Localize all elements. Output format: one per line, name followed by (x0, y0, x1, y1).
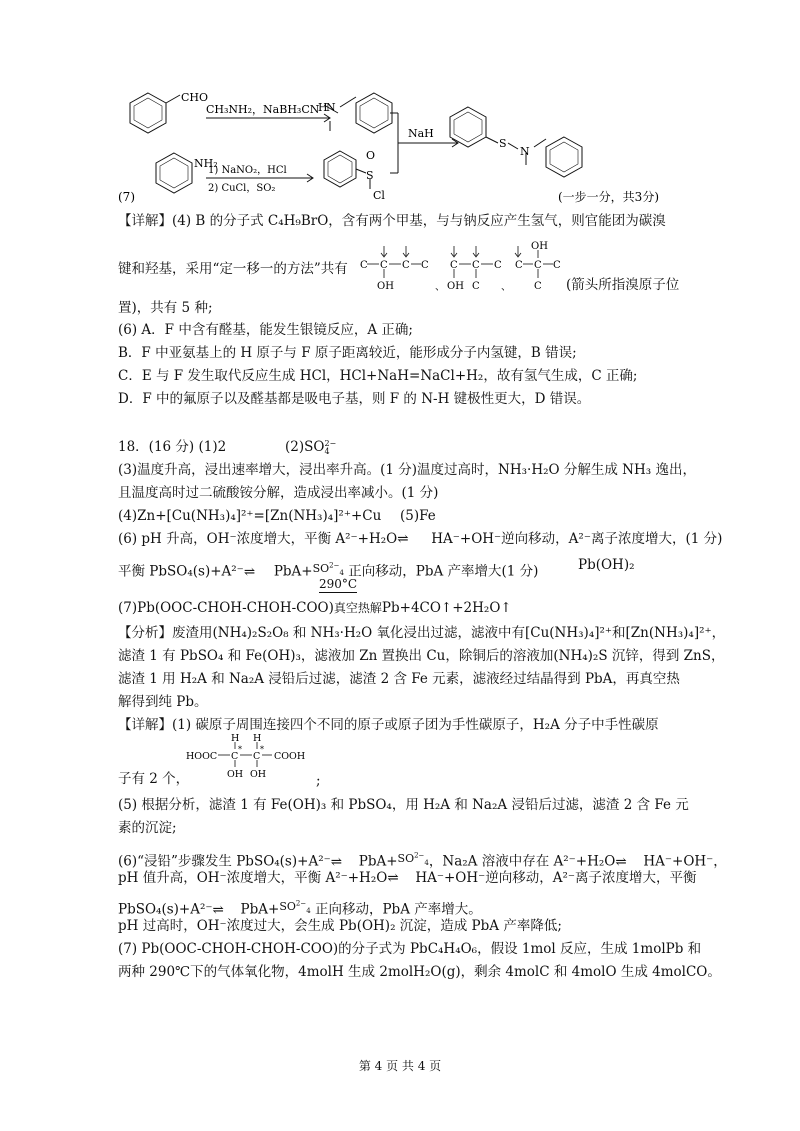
q18-p6a: (6) pH 升高，OH⁻浓度增大，平衡 A²⁻+H₂O⇌ HA⁻+OH⁻逆向移动，A²⁻离子浓度增大，(1 分) (118, 531, 723, 547)
struct-c: C (472, 260, 480, 271)
benzaldehyde-ring (130, 93, 166, 133)
reagents-bottom-1: 1) NaNO₂，HCl (208, 165, 287, 176)
analysis-l4: 解得到纯 Pb。 (118, 694, 208, 710)
struct-c: C (472, 281, 480, 292)
q18-header: 18．(16 分) (1)2 (118, 439, 227, 455)
detail1-l1: 【详解】(1) 碳原子周围连接四个不同的原子或原子团为手性碳原子，H₂A 分子中手性碳原 (118, 717, 659, 733)
detail1-l2: 子有 2 个， (118, 771, 190, 787)
struct-c: C (515, 260, 523, 271)
struct-c: C (360, 260, 368, 271)
chiral-star: * (238, 745, 242, 754)
q18-p4: (4)Zn+[Cu(NH₃)₄]²⁺=[Zn(NH₃)₄]²⁺+Cu (118, 508, 382, 524)
oh-label: OH (227, 769, 244, 780)
reaction-scheme (118, 85, 688, 205)
reagents-top: CH₃NH₂，NaBH₃CN (206, 103, 320, 116)
chiral-c: C (253, 751, 261, 762)
detail7-l2: 两种 290℃下的气体氧化物，4molH 生成 2molH₂O(g)，剩余 4molC 和 4molO 生成 4molCO。 (118, 964, 721, 980)
amine-n: N (326, 101, 336, 114)
chiral-c: C (231, 751, 239, 762)
q18-p3b: 且温度高时过二硫酸铵分解，造成浸出率减小。(1 分) (118, 485, 439, 501)
sulfonyl-cl: Cl (373, 189, 385, 202)
detail6b-l1: (6)“浸铅”步骤发生 PbSO₄(s)+A²⁻⇌ PbA+$^{SO^{2-}_4}$，Na₂A 溶液中存在 A²⁻+H₂O⇌ HA⁻+OH⁻， (118, 851, 727, 870)
struct-c: C (380, 260, 388, 271)
q18-p5: (5)Fe (400, 508, 436, 524)
equilibrium-arrow: ⇌ (330, 853, 343, 870)
equilibrium-arrow: ⇌ (212, 901, 224, 918)
h2a-structure (186, 734, 336, 784)
score-note: (一步一分，共3分) (558, 190, 659, 204)
detail6-b: B．F 中亚氨基上的 H 原子与 F 原子距离较近，能形成分子内氢键，B 错误; (118, 345, 577, 361)
detail6-c: C．E 与 F 发生取代反应生成 HCl，HCl+NaH=NaCl+H₂，故有氢气生成，C 正确; (118, 368, 638, 384)
detail7-l1: (7) Pb(OOC-CHOH-CHOH-COO)的分子式为 PbC₄H₄O₆，假设 1mol 反应，生成 1molPb 和 (118, 941, 702, 957)
struct-c: C (402, 260, 410, 271)
hooc-label: HOOC (186, 751, 218, 762)
detail5-l1: (5) 根据分析，滤渣 1 有 Fe(OH)₃ 和 PbSO₄，用 H₂A 和 Na₂A 浸铅后过滤，滤渣 2 含 Fe 元 (118, 797, 689, 813)
q18-p6b4: Pb(OH)₂ (578, 557, 635, 573)
h-label: H (253, 734, 262, 744)
page-footer: 第 4 页 共 4 页 (358, 1059, 442, 1073)
q18-part2: (2)SO 2− 4 (285, 438, 337, 456)
detail4-line2-pre: 键和羟基，采用“定一移一的方法”共有 (118, 261, 348, 277)
q18-p3a: (3)温度升高，浸出速率增大，浸出率升高。(1 分)温度过高时，NH₃·H₂O 分解生成 NH₃ 逸出， (118, 462, 696, 478)
equilibrium-arrow: ⇌ (397, 531, 409, 547)
detail4-line3: 置)，共有 5 种; (118, 300, 213, 316)
aniline-ring (156, 153, 192, 193)
detail6-a: (6) A．F 中含有醛基，能发生银镜反应，A 正确; (118, 322, 413, 338)
struct-c: C (553, 260, 561, 271)
equilibrium-arrow: ⇌ (615, 853, 627, 870)
temp-label: 290°C (319, 577, 358, 591)
detail4-line1: 【详解】(4) B 的分子式 C₄H₉BrO，含有两个甲基，与与钠反应产生氢气，则官能团为碳溴 (118, 213, 666, 229)
struct-c: C (494, 260, 502, 271)
struct-sep: 、 (435, 282, 445, 293)
aldehyde-label: CHO (181, 91, 209, 104)
equilibrium-arrow: ⇌ (387, 870, 399, 886)
struct-c: C (534, 260, 542, 271)
detail1-l2-end: ; (316, 773, 321, 789)
product-n: N (520, 145, 530, 158)
struct-oh: OH (447, 281, 464, 292)
struct-oh: OH (377, 281, 394, 292)
cooh-label: COOH (274, 751, 306, 762)
chiral-star: * (260, 745, 264, 754)
reagents-bottom-2: 2) CuCl，SO₂ (208, 183, 276, 194)
detail6b-l4: pH 过高时，OH⁻浓度过大，会生成 Pb(OH)₂ 沉淀，造成 PbA 产率降低; (118, 918, 562, 934)
sulfonyl-ring (324, 151, 356, 187)
detail6-d: D．F 中的氟原子以及醛基都是吸电子基，则 F 的 N-H 键极性更大，D 错误。 (118, 391, 591, 407)
equilibrium-arrow: ⇌ (243, 563, 256, 580)
product-benzyl-ring (546, 137, 582, 177)
sulfonyl-s: S (366, 169, 374, 182)
isomer-structures (355, 240, 565, 295)
q18-p7: (7)Pb(OOC-CHOH-CHOH-COO)真空热解Pb+4CO↑+2H₂O↑ (118, 600, 512, 616)
label-7: (7) (118, 190, 135, 204)
aniline-nh2: NH₂ (194, 157, 218, 170)
sulfonyl-o: O (366, 149, 376, 162)
struct-sep: 、 (501, 282, 511, 293)
h-label: H (231, 734, 240, 744)
struct-c: C (421, 260, 429, 271)
amine-h: H (318, 101, 328, 114)
detail5-l2: 素的沉淀; (118, 820, 177, 836)
struct-oh: OH (531, 241, 548, 252)
nah-label: NaH (408, 127, 434, 140)
analysis-l3: 滤渣 1 用 H₂A 和 Na₂A 浸铅后过滤，滤渣 2 含 Fe 元素，滤液经过结晶得到 PbA，再真空热 (118, 671, 680, 687)
q18-p6b: 平衡 PbSO₄(s)+A²⁻⇌ PbA+$^{SO^{2-}_4}$ 正向移动，PbA 产率增大(1 分) (118, 561, 539, 580)
detail4-line2-post: (箭头所指溴原子位 (566, 277, 680, 293)
detail6b-l2: pH 值升高，OH⁻浓度增大，平衡 A²⁻+H₂O⇌ HA⁻+OH⁻逆向移动，A²⁻离子浓度增大，平衡 (118, 870, 697, 886)
product-s: S (499, 137, 507, 150)
analysis-l2: 滤渣 1 有 PbSO₄ 和 Fe(OH)₃，滤液加 Zn 置换出 Cu，除铜后的溶液加(NH₄)₂S 沉锌，得到 ZnS， (118, 648, 725, 664)
struct-c: C (450, 260, 458, 271)
analysis-l1: 【分析】废渣用(NH₄)₂S₂O₈ 和 NH₃·H₂O 氧化浸出过滤，滤液中有[Cu(NH₃)₄]²⁺和[Zn(NH₃)₄]²⁺， (118, 625, 726, 641)
struct-c: C (534, 281, 542, 292)
benzylamine-ring (356, 93, 392, 133)
oh-label: OH (250, 769, 267, 780)
detail6b-l3: PbSO₄(s)+A²⁻⇌ PbA+$^{SO^{2-}_4}$ 正向移动，PbA 产率增大。 (118, 899, 482, 918)
